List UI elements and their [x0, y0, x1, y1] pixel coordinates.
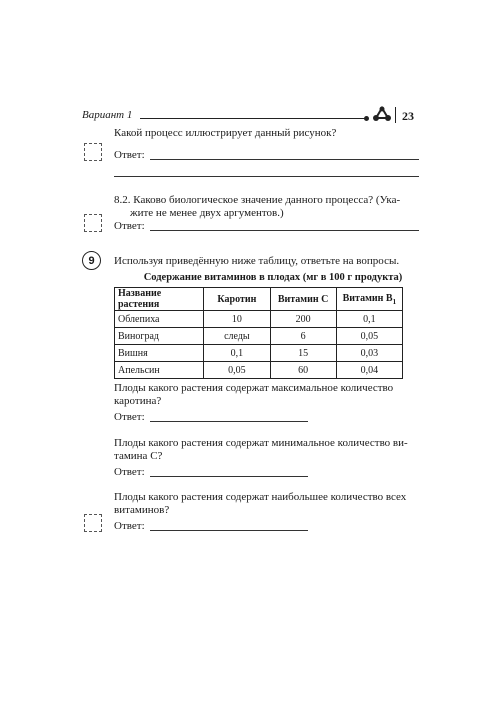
q9-sub1-answer-line[interactable]: [150, 421, 308, 422]
table-row: [115, 328, 403, 345]
table-cell: Виноград: [115, 328, 204, 345]
table-cell: 60: [270, 362, 336, 379]
table-cell: 15: [270, 345, 336, 362]
table-header-row: [115, 288, 403, 311]
q8-2-answer-line[interactable]: [150, 230, 419, 231]
q9-sub3-answer-line[interactable]: [150, 530, 308, 531]
table-row: [115, 362, 403, 379]
table-cell: 0,05: [204, 362, 270, 379]
column-header-plant: Название растения: [115, 288, 204, 311]
q9-sub1-line2: каротина?: [114, 395, 162, 407]
q9-sub1-answer-label: Ответ:: [114, 411, 145, 423]
q8-prompt: Какой процесс иллюстрирует данный рисунок?: [114, 127, 337, 139]
table-cell: Вишня: [115, 345, 204, 362]
q8-2-prompt-line1: 8.2. Каково биологическое значение данного процесса? (Ука-: [114, 194, 401, 206]
table-caption: Содержание витаминов в плодах (мг в 100 г продукта): [143, 272, 403, 283]
table-cell: Облепиха: [115, 311, 204, 328]
table-cell: Апельсин: [115, 362, 204, 379]
table-cell: 6: [270, 328, 336, 345]
score-box-q8: [84, 143, 102, 161]
table-cell: 200: [270, 311, 336, 328]
table-cell: следы: [204, 328, 270, 345]
header-rule: [140, 118, 367, 119]
q8-answer-label: Ответ:: [114, 149, 145, 161]
page-number: 23: [402, 109, 414, 123]
table-cell: 0,03: [336, 345, 402, 362]
vitamin-b-label: Витамин В: [342, 292, 393, 304]
table-cell: 0,04: [336, 362, 402, 379]
vitamin-b-subscript: 1: [392, 297, 397, 306]
table-cell: 0,1: [336, 311, 402, 328]
publisher-logo-icon: [372, 106, 392, 122]
q9-sub1-line1: Плоды какого растения содержат максимальное количество: [114, 382, 394, 394]
vitamin-table: [114, 287, 403, 379]
score-box-q9: [84, 514, 102, 532]
q9-sub3-line1: Плоды какого растения содержат наибольшее количество всех: [114, 491, 407, 503]
q8-answer-line-2[interactable]: [114, 176, 419, 177]
q9-sub2-line2: тамина С?: [114, 450, 163, 462]
table-row: [115, 311, 403, 328]
q8-2-answer-label: Ответ:: [114, 220, 145, 232]
table-cell: 0,1: [204, 345, 270, 362]
q8-2-prompt-line2: жите не менее двух аргументов.): [130, 207, 284, 219]
column-header-carotene: Каротин: [204, 288, 270, 311]
q9-sub3-answer-label: Ответ:: [114, 520, 145, 532]
question-number-badge: 9: [82, 251, 101, 270]
q8-answer-line-1[interactable]: [150, 159, 419, 160]
table-cell: 0,05: [336, 328, 402, 345]
q9-intro: Используя приведённую ниже таблицу, ответьте на вопросы.: [114, 255, 400, 267]
q9-sub2-answer-line[interactable]: [150, 476, 308, 477]
q9-sub2-line1: Плоды какого растения содержат минимальное количество ви-: [114, 437, 408, 449]
q9-sub3-line2: витаминов?: [114, 504, 170, 516]
header-separator: [395, 107, 396, 123]
table-cell: 10: [204, 311, 270, 328]
column-header-vitamin-c: Витамин С: [270, 288, 336, 311]
header-rule-dot: [364, 116, 369, 121]
column-header-vitamin-b1: [336, 288, 402, 311]
table-row: [115, 345, 403, 362]
score-box-q8-2: [84, 214, 102, 232]
running-header-title: Вариант 1: [82, 109, 133, 121]
q9-sub2-answer-label: Ответ:: [114, 466, 145, 478]
